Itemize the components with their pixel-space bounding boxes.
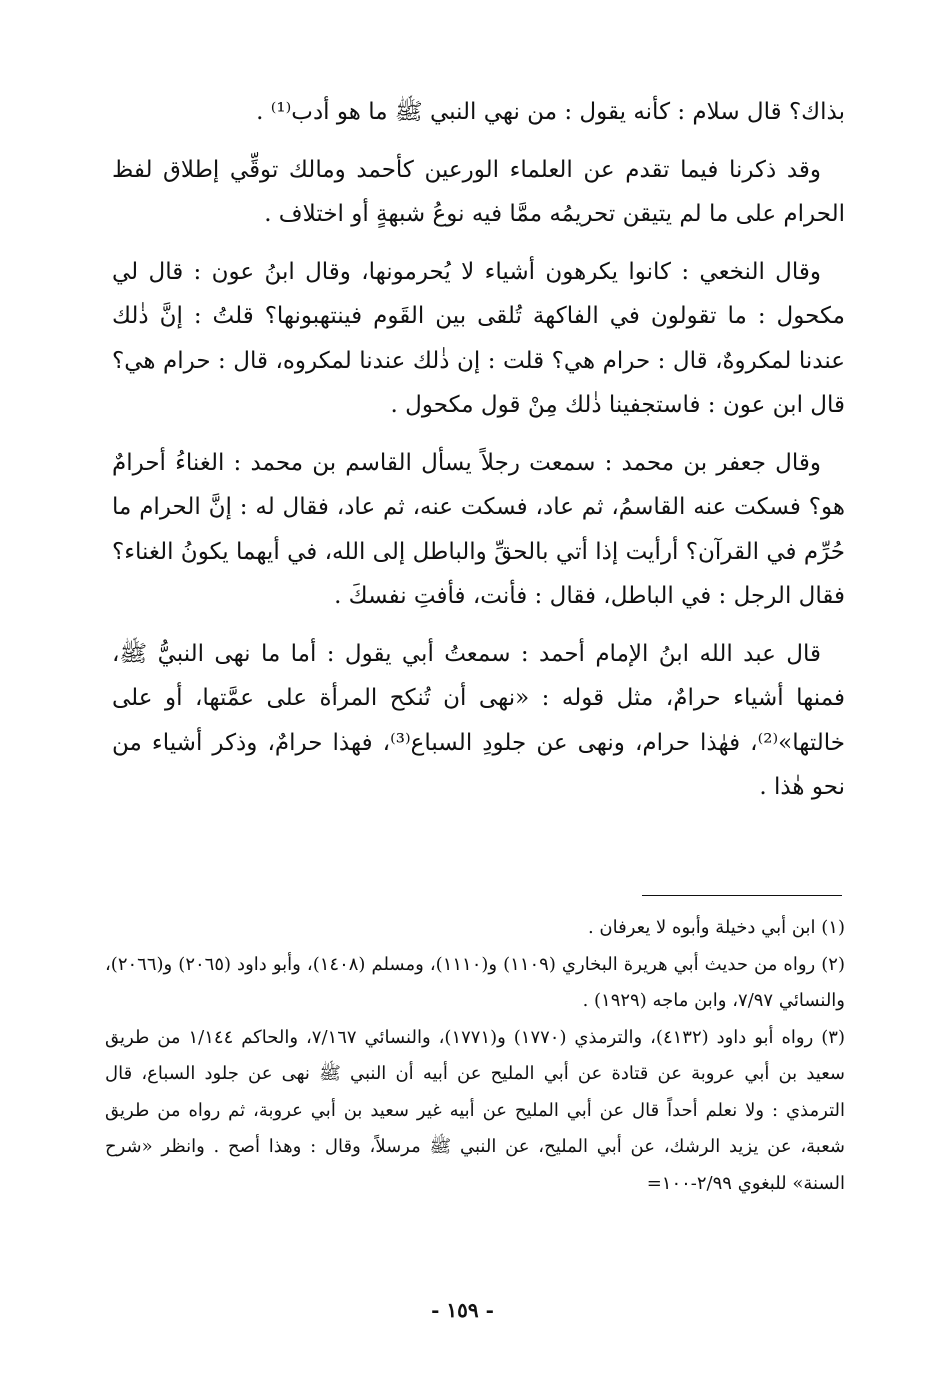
- footnote-3: (٣) رواه أبو داود (٤١٣٢)، والترمذي (١٧٧٠) و(١٧٧١)، والنسائي ٧/١٦٧، والحاكم ١/١٤٤ من طريق سعيد بن أبي عروبة عن قتادة عن أبي المليح عن أبيه أن النبي ﷺ نهى عن جلود السباع، قال الترمذي : ولا نعلم أحداً قال عن أبي المليح عن أبيه غير سعيد بن أبي عروبة، ثم رواه من طريق شعبة، عن يزيد الرشك، عن أبي المليح، عن النبي ﷺ مرسلاً، وقال : وهذا أصح . وانظر «شرح السنة» للبغوي ٢/٩٩-١٠٠=: [105, 1026, 845, 1194]
- paragraph-1: بذاك؟ قال سلام : كأنه يقول : من نهي النبي ﷺ ما هو أدب⁽¹⁾ .: [256, 99, 845, 125]
- paragraph-2: وقد ذكرنا فيما تقدم عن العلماء الورعين كأحمد ومالك توقِّي إطلاق لفظ الحرام على ما لم يتيقن تحريمُه ممَّا فيه نوعُ شبهةٍ أو اختلاف .: [112, 156, 845, 227]
- main-text: [112, 90, 845, 823]
- paragraph-3: وقال النخعي : كانوا يكرهون أشياء لا يُحرمونها، وقال ابنُ عون : قال لي مكحول : ما تقولون في الفاكهة تُلقى بين القَوم فينتهبونها؟ قلتُ : إنَّ ذٰلك عندنا لمكروهٌ، قال : حرام هي؟ قلت : إن ذٰلك عندنا لمكروه، قال : حرام هي؟ قال ابن عون : فاستجفينا ذٰلك مِنْ قول مكحول .: [112, 258, 845, 418]
- page-number: - ١٥٩ -: [431, 1298, 494, 1322]
- paragraph-4: وقال جعفر بن محمد : سمعت رجلاً يسأل القاسم بن محمد : الغناءُ أحرامٌ هو؟ فسكت عنه القاسمُ، ثم عاد، فسكت عنه، ثم عاد، فقال له : إنَّ الحرام ما حُرِّم في القرآن؟ أرأيت إذا أتي بالحقِّ والباطل إلى الله، في أيهما يكونُ الغناء؟ فقال الرجل : في الباطل، فقال : فأنت، فأفتِ نفسكَ .: [112, 449, 845, 609]
- paragraph-5: قال عبد الله ابنُ الإمام أحمد : سمعتُ أبي يقول : أما ما نهى النبيُّ ﷺ، فمنها أشياء حرامٌ، مثل قوله : «نهى أن تُنكح المرأة على عمَّتها، أو على خالتها»⁽²⁾، فهٰذا حرام، ونهى عن جلودِ السباع⁽³⁾، فهذا حرامٌ، وذكر أشياء من نحو هٰذا .: [112, 640, 845, 800]
- footnote-separator: [642, 895, 842, 896]
- footnote-1: (١) ابن أبي دخيلة وأبوه لا يعرفان .: [587, 917, 845, 938]
- footnote-2: (٢) رواه من حديث أبي هريرة البخاري (١١٠٩) و(١١١٠)، ومسلم (١٤٠٨)، وأبو داود (٢٠٦٥) و(٢٠٦٦)، والنسائي ٧/٩٧، وابن ماجه (١٩٢٩) .: [105, 953, 845, 1011]
- footnotes: [105, 910, 845, 1202]
